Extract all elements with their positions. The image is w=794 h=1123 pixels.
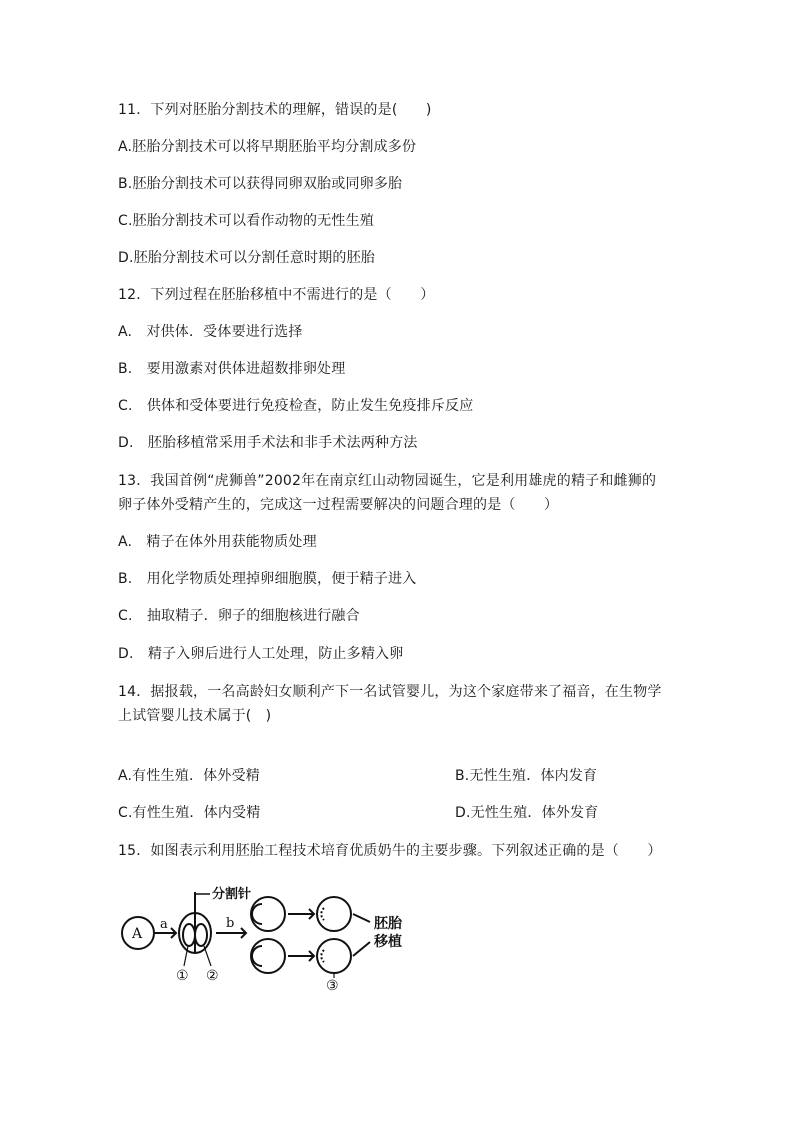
arrow-top-to-transfer [353, 914, 370, 922]
q11-stem: 11．下列对胚胎分割技术的理解，错误的是( ) [118, 102, 432, 118]
embryo-split-inner-right [195, 924, 207, 946]
q11-option-c: C.胚胎分割技术可以看作动物的无性生殖 [118, 213, 375, 229]
q13-stem-line2: 卵子体外受精产生的，完成这一过程需要解决的问题合理的是（ ） [118, 497, 559, 513]
label-3: ③ [326, 978, 339, 993]
q14-stem-line2: 上试管婴儿技术属于( ) [118, 708, 272, 724]
q12-stem: 12．下列过程在胚胎移植中不需进行的是（ ） [118, 287, 435, 303]
q14-option-a: A.有性生殖．体外受精 [118, 768, 260, 784]
embryo-split-inner-left [183, 924, 195, 946]
cultured-embryo-bottom [317, 939, 351, 973]
half-embryo-bottom [251, 939, 285, 973]
label-transfer-1: 胚胎 [374, 916, 402, 932]
q13-option-d: D. 精子入卵后进行人工处理，防止多精入卵 [118, 646, 404, 662]
q12-option-c: C. 供体和受体要进行免疫检查，防止发生免疫排斥反应 [118, 398, 474, 414]
q14-option-d: D.无性生殖．体外发育 [455, 805, 599, 821]
label-1: ① [176, 968, 189, 984]
q11-option-a: A.胚胎分割技术可以将早期胚胎平均分割成多份 [118, 139, 417, 155]
half-embryo-top [251, 897, 285, 931]
q11-option-d: D.胚胎分割技术可以分割任意时期的胚胎 [118, 250, 376, 266]
q14-option-c: C.有性生殖．体内受精 [118, 805, 261, 821]
q13-option-b: B. 用化学物质处理掉卵细胞膜，便于精子进入 [118, 571, 417, 587]
q13-option-a: A. 精子在体外用获能物质处理 [118, 534, 317, 550]
label-arrow-a: a [160, 917, 168, 932]
q12-option-d: D. 胚胎移植常采用手术法和非手术法两种方法 [118, 435, 418, 451]
cultured-embryo-top-icm [321, 908, 324, 920]
q14-stem-line1: 14．据报载，一名高龄妇女顺利产下一名试管婴儿，为这个家庭带来了福音，在生物学 [118, 684, 662, 700]
label-split-needle: 分割针 [212, 887, 252, 902]
label-a-circle: A [132, 926, 143, 942]
q12-option-a: A. 对供体．受体要进行选择 [118, 324, 303, 340]
label-2: ② [206, 968, 219, 984]
q15-stem: 15．如图表示利用胚胎工程技术培育优质奶牛的主要步骤。下列叙述正确的是（ ） [118, 843, 662, 859]
q11-option-b: B.胚胎分割技术可以获得同卵双胎或同卵多胎 [118, 176, 403, 192]
label-transfer-2: 移植 [374, 934, 402, 950]
embryo-splitting-diagram [118, 878, 418, 993]
q12-option-b: B. 要用激素对供体进超数排卵处理 [118, 361, 346, 377]
q14-option-b: B.无性生殖．体内发育 [455, 768, 598, 784]
arrow-bottom-to-transfer [353, 942, 370, 956]
label-arrow-b: b [226, 916, 235, 931]
pointer-2 [204, 946, 211, 966]
cultured-embryo-top [317, 897, 351, 931]
q13-option-c: C. 抽取精子．卵子的细胞核进行融合 [118, 608, 360, 624]
cultured-embryo-bottom-icm [321, 950, 324, 962]
q13-stem-line1: 13．我国首例“虎狮兽”2002年在南京红山动物园诞生，它是利用雄虎的精子和雌狮的 [118, 473, 657, 489]
